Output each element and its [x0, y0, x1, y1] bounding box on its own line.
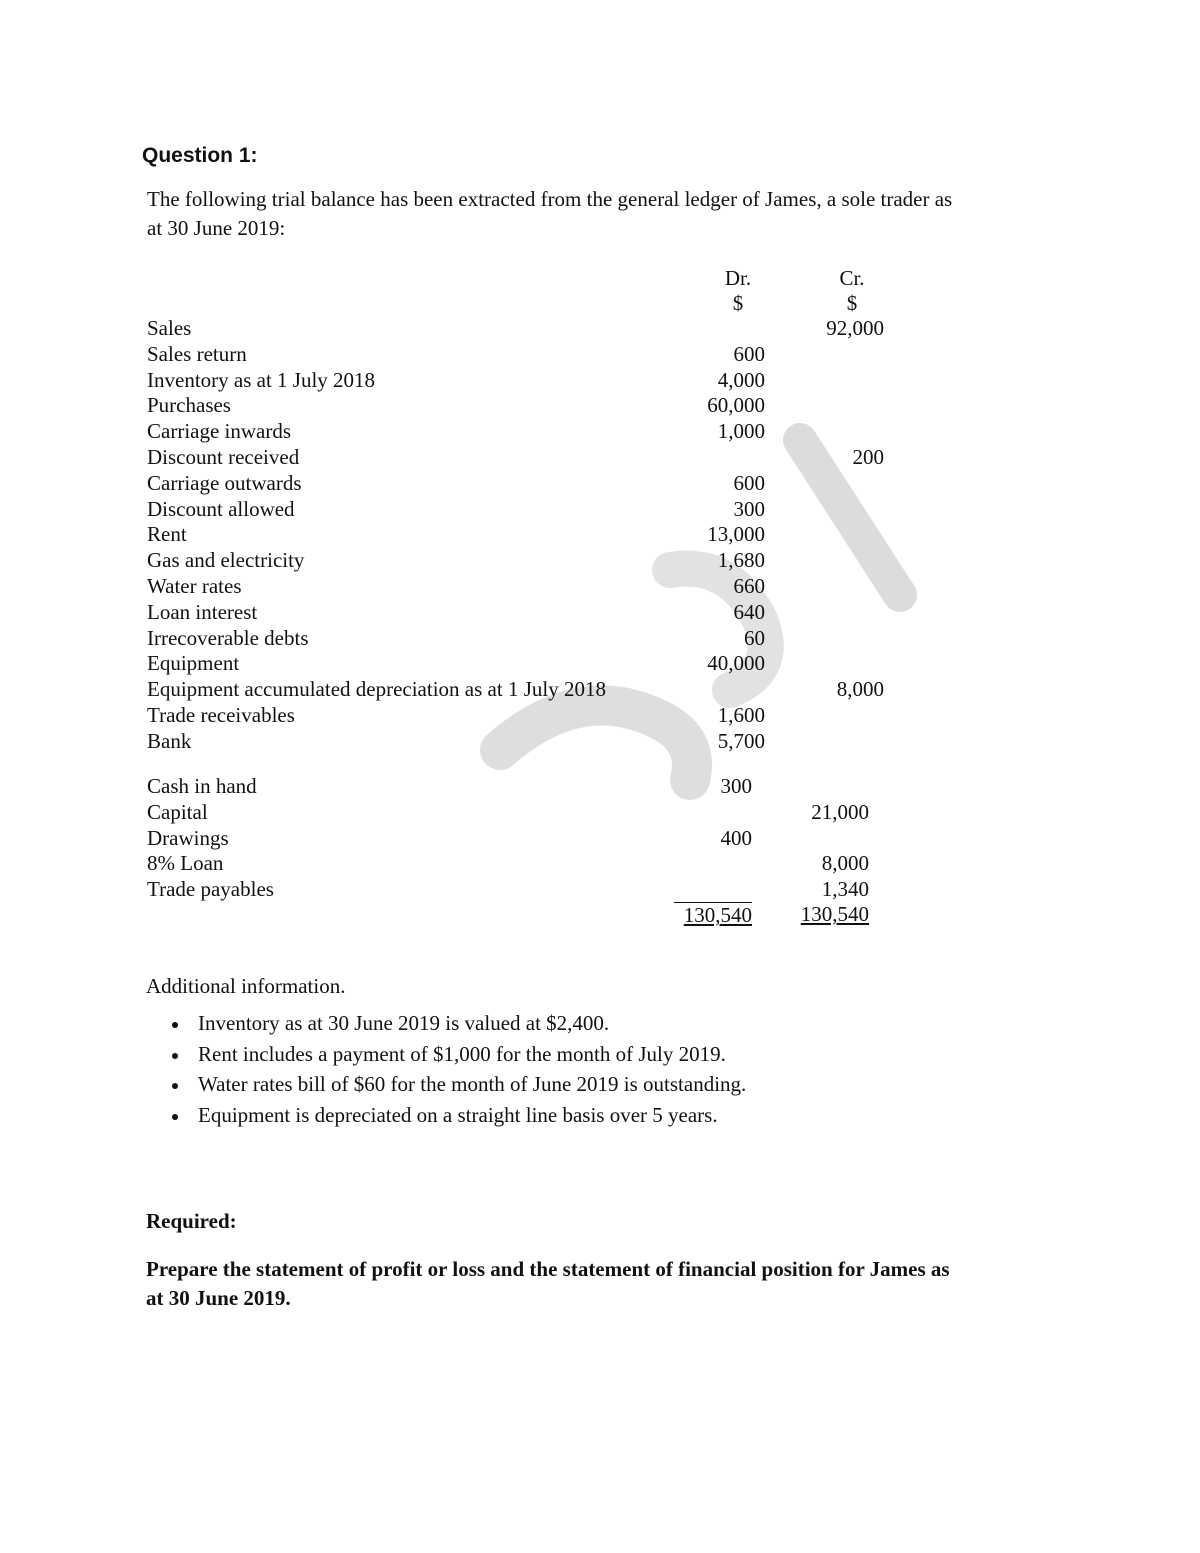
required-line-1: Prepare the statement of profit or loss and the statement of financial position for James as: [146, 1257, 950, 1281]
table-cell-debit: 1,680: [717, 548, 765, 573]
table-cell-debit: 5,700: [717, 728, 765, 753]
table-row-label: Cash in hand: [147, 774, 257, 798]
table-cell-credit: 8,000: [836, 677, 884, 702]
table-row-label: Drawings: [147, 825, 229, 850]
table-cell-credit: 200: [852, 445, 884, 469]
table-row-label: Discount allowed: [147, 496, 295, 521]
table-row-label: Carriage outwards: [147, 470, 302, 495]
table-row-label: Water rates: [147, 574, 242, 598]
table-cell-credit: 8,000: [821, 851, 869, 876]
table-cell-debit: 13,000: [707, 522, 765, 547]
table-row-label: Capital: [147, 799, 208, 824]
credit-total: [795, 902, 869, 927]
table-cell-debit: 600: [733, 341, 765, 366]
table-cell-credit: 21,000: [811, 799, 869, 824]
table-cell-credit: 1,340: [821, 877, 869, 902]
credit-column-header: Cr.: [839, 266, 865, 290]
debit-total: [674, 902, 752, 928]
table-row-label: Equipment: [147, 651, 240, 676]
table-row-label: Inventory as at 1 July 2018: [147, 367, 376, 392]
table-row-label: Trade receivables: [147, 703, 295, 727]
table-row-label: 8% Loan: [147, 851, 224, 876]
table-cell-debit: 600: [733, 470, 765, 495]
table-cell-debit: 640: [733, 599, 765, 624]
intro-line-1: The following trial balance has been extracted from the general ledger of James, a sole trader as: [147, 187, 953, 211]
list-item: Water rates bill of $60 for the month of June 2019 is outstanding.: [168, 1069, 746, 1100]
table-row-label: Equipment accumulated depreciation as at 1 July 2018: [147, 677, 606, 702]
table-cell-debit: 300: [733, 496, 765, 521]
required-heading: Required:: [146, 1209, 237, 1233]
table-row-label: Gas and electricity: [147, 548, 305, 573]
debit-total-value: 130,540: [683, 903, 752, 927]
table-row-label: Carriage inwards: [147, 419, 292, 444]
table-cell-debit: 300: [720, 774, 752, 798]
required-line-2: at 30 June 2019.: [146, 1286, 291, 1310]
table-row-label: Rent: [147, 522, 187, 547]
list-item: Rent includes a payment of $1,000 for the month of July 2019.: [168, 1039, 746, 1070]
debit-column-header: Dr.: [724, 266, 752, 290]
watermark-graphic: [430, 420, 950, 1060]
bullet-icon: [172, 1053, 178, 1059]
list-item: Inventory as at 30 June 2019 is valued at $2,400.: [168, 1008, 746, 1039]
table-row-label: Loan interest: [147, 599, 258, 624]
bullet-icon: [172, 1114, 178, 1120]
additional-info-title: Additional information.: [146, 974, 346, 998]
debit-currency: $: [732, 291, 744, 315]
table-cell-credit: 92,000: [826, 316, 884, 340]
table-row-label: Trade payables: [147, 877, 274, 902]
table-row-label: Purchases: [147, 393, 231, 418]
list-item: Equipment is depreciated on a straight line basis over 5 years.: [168, 1100, 746, 1131]
table-cell-debit: 1,000: [717, 419, 765, 444]
table-cell-debit: 1,600: [717, 703, 765, 727]
question-heading: Question 1:: [142, 144, 258, 167]
table-cell-debit: 40,000: [707, 651, 765, 676]
table-row-label: Irrecoverable debts: [147, 625, 309, 650]
intro-line-2: at 30 June 2019:: [147, 216, 286, 240]
additional-info-list: [168, 1008, 746, 1130]
table-row-label: Sales return: [147, 341, 247, 366]
bullet-icon: [172, 1083, 178, 1089]
table-cell-debit: 4,000: [717, 367, 765, 392]
table-cell-debit: 400: [720, 825, 752, 850]
table-cell-debit: 60: [744, 625, 765, 650]
table-row-label: Bank: [147, 728, 192, 753]
credit-total-value: 130,540: [800, 902, 869, 926]
bullet-icon: [172, 1022, 178, 1028]
credit-currency: $: [846, 291, 858, 315]
table-row-label: Sales: [147, 316, 192, 340]
table-cell-debit: 60,000: [707, 393, 765, 418]
table-cell-debit: 660: [733, 574, 765, 598]
table-row-label: Discount received: [147, 445, 300, 469]
